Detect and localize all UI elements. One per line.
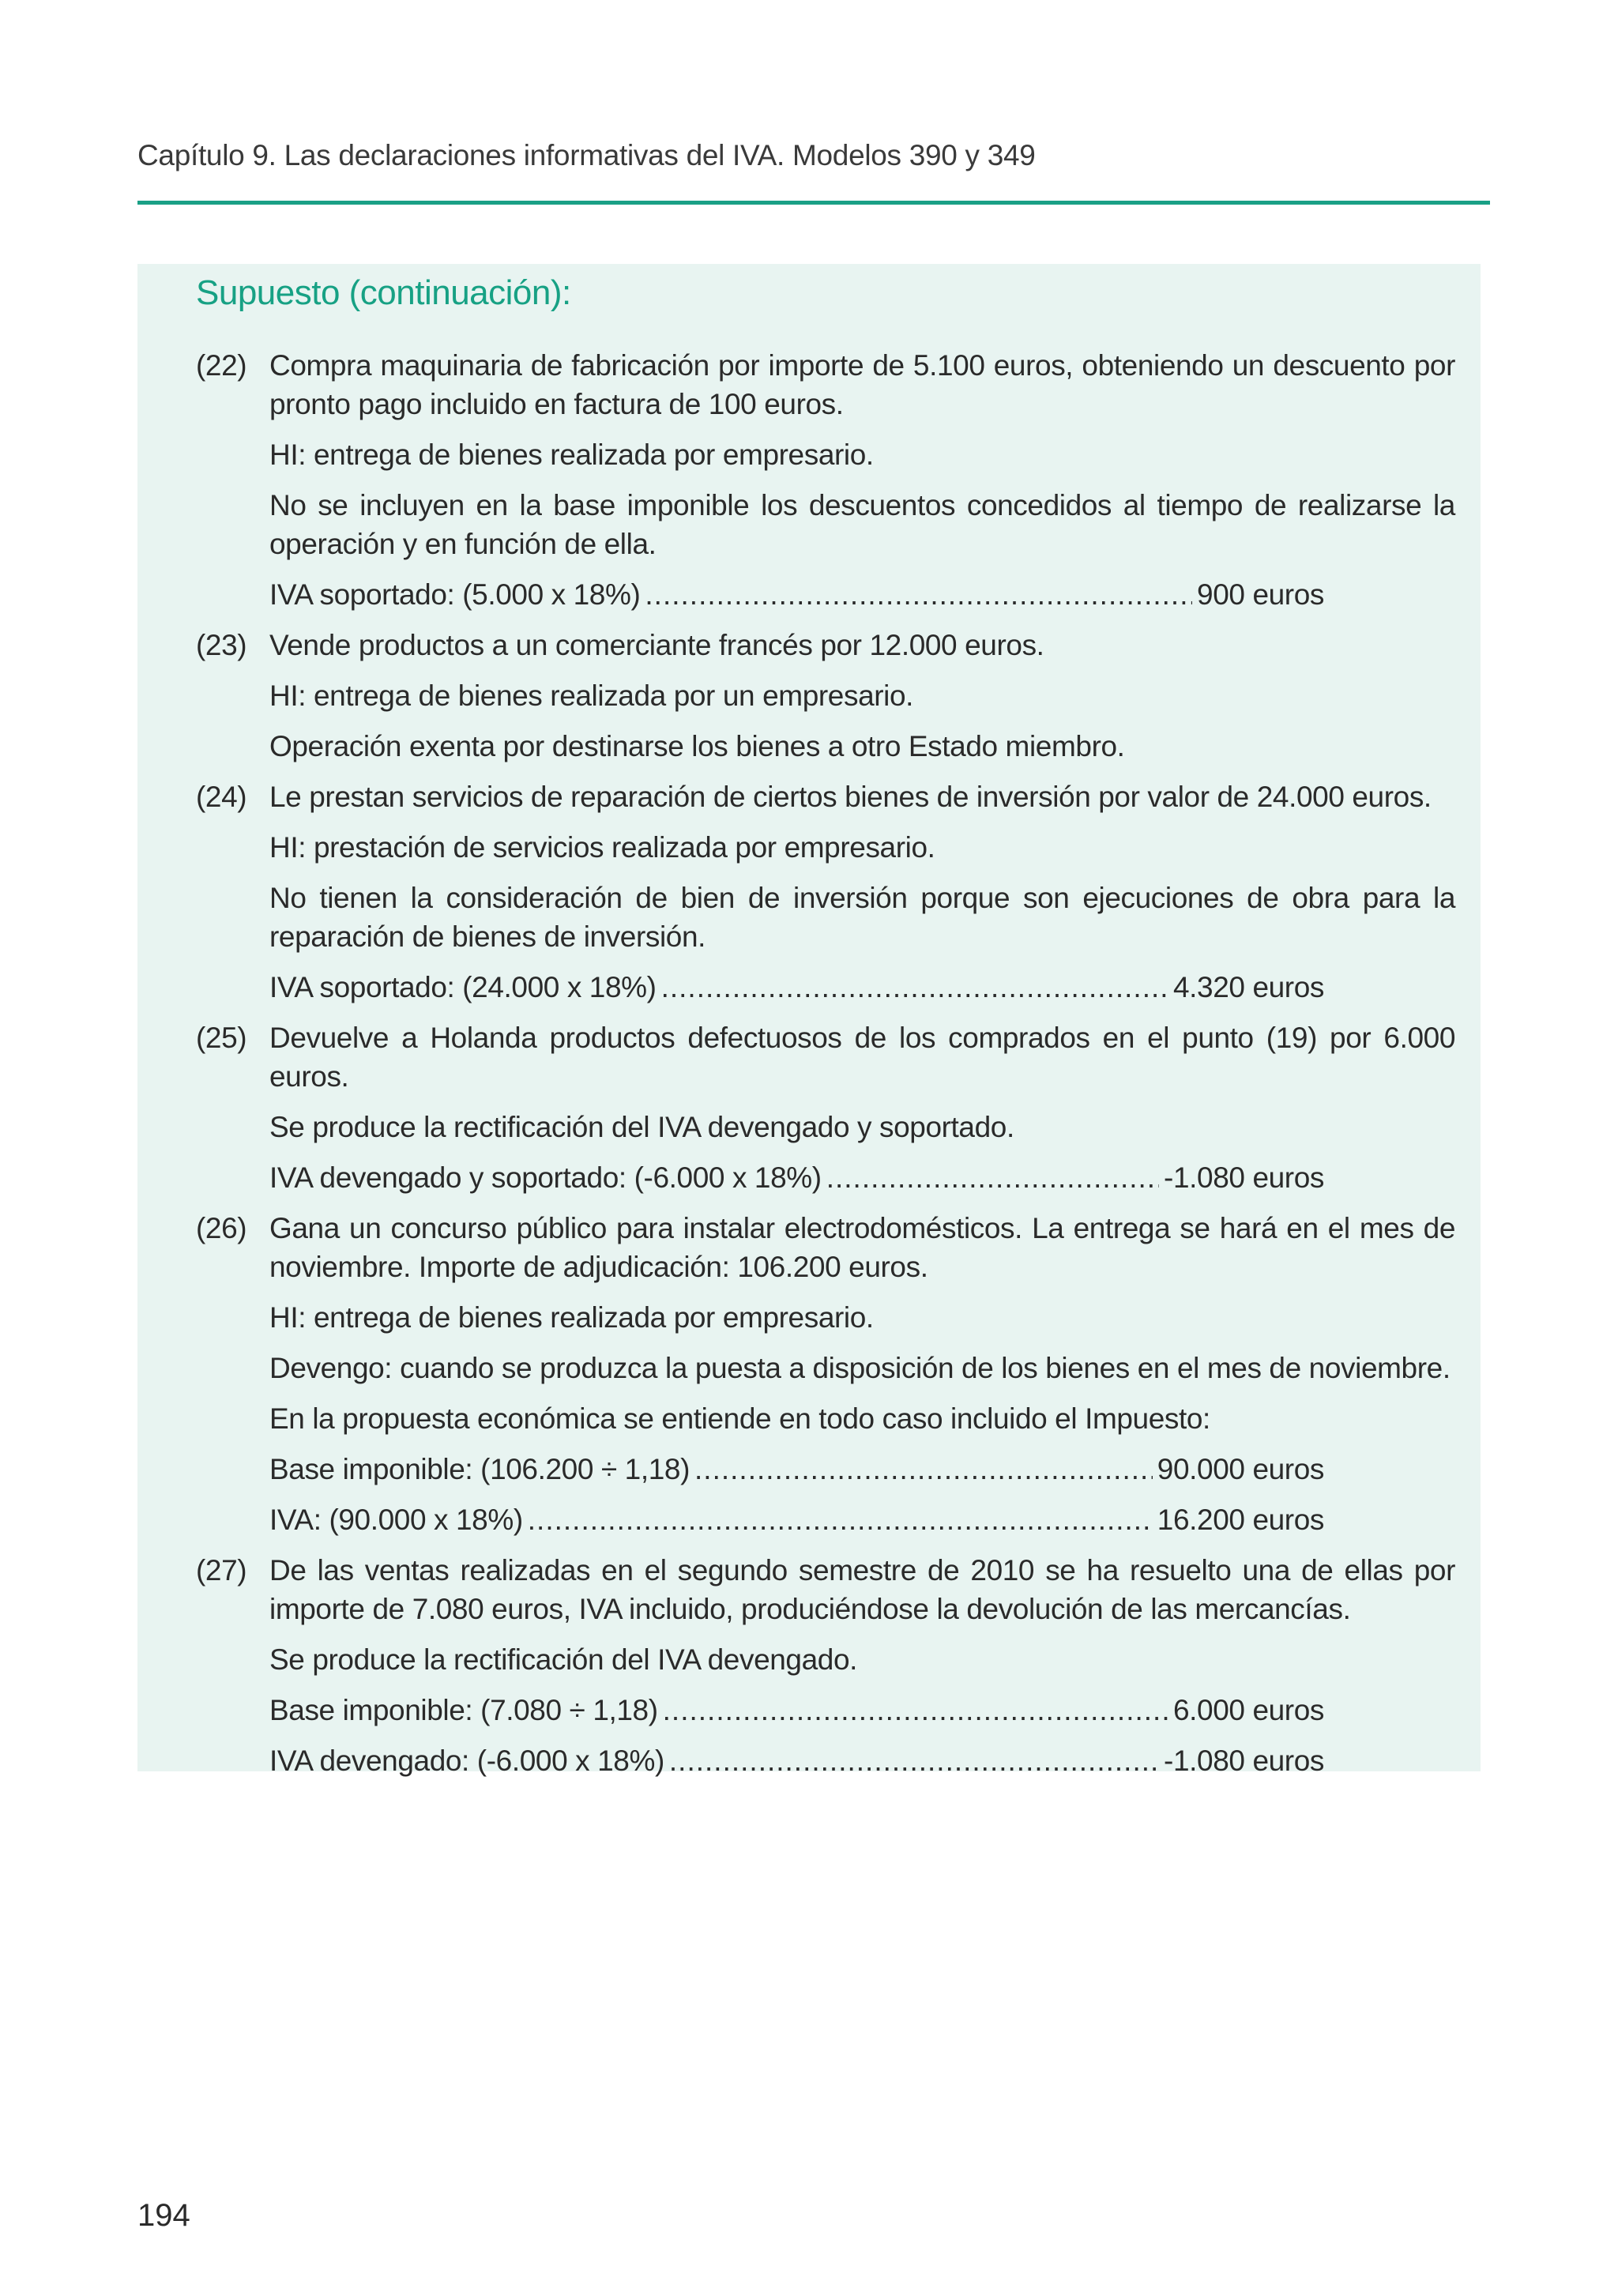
item-note: HI: entrega de bienes realizada por empresario. [269,1301,874,1334]
amount-label: Base imponible: (106.200 ÷ 1,18) [269,1453,690,1485]
amount-line [269,575,1324,614]
dot-leader [645,575,1192,614]
item-note: HI: entrega de bienes realizada por un empresario. [269,679,914,712]
amount-label: IVA soportado: (5.000 x 18%) [269,578,641,611]
item-statement: De las ventas realizadas en el segundo semestre de 2010 se ha resuelto una de ellas por importe de 7.080 euros, IVA incluido, produciéndose la devolución de las mercancías. [269,1554,1455,1625]
example-content [196,346,1455,1780]
case-item-23 [196,626,1455,766]
amount-value: 900 euros [1197,578,1324,611]
item-number: (22) [196,349,247,382]
header-divider [137,201,1490,205]
case-item-25 [196,1018,1455,1197]
item-statement: Le prestan servicios de reparación de ciertos bienes de inversión por valor de 24.000 euros. [269,781,1432,813]
item-note: Se produce la rectificación del IVA devengado y soportado. [269,1111,1014,1143]
amount-line [269,1691,1324,1730]
item-statement: Gana un concurso público para instalar electrodomésticos. La entrega se hará en el mes de noviembre. Importe de adjudicación: 106.200 euros. [269,1212,1455,1283]
item-number: (23) [196,629,247,661]
amount-line [269,1450,1324,1489]
amount-value: 90.000 euros [1157,1453,1324,1485]
amount-label: IVA: (90.000 x 18%) [269,1504,523,1536]
item-number: (24) [196,781,247,813]
dot-leader [669,1741,1159,1780]
dot-leader [528,1500,1153,1539]
case-item-27 [196,1551,1455,1780]
item-statement: Devuelve a Holanda productos defectuosos de los comprados en el punto (19) por 6.000 euros. [269,1022,1455,1093]
amount-line [269,968,1324,1007]
amount-value: -1.080 euros [1164,1161,1324,1194]
amount-value: 16.200 euros [1157,1504,1324,1536]
amount-label: IVA devengado y soportado: (-6.000 x 18%) [269,1161,822,1194]
dot-leader [694,1450,1153,1489]
dot-leader [663,1691,1168,1730]
case-item-24 [196,777,1455,1007]
item-number: (27) [196,1554,247,1586]
dot-leader [826,1158,1159,1197]
amount-label: Base imponible: (7.080 ÷ 1,18) [269,1694,658,1726]
example-box-title: Supuesto (continuación): [196,273,571,312]
running-header: Capítulo 9. Las declaraciones informativas del IVA. Modelos 390 y 349 [137,139,1036,171]
item-statement: Vende productos a un comerciante francés por 12.000 euros. [269,629,1044,661]
item-note: En la propuesta económica se entiende en todo caso incluido el Impuesto: [269,1402,1210,1435]
amount-label: IVA soportado: (24.000 x 18%) [269,971,657,1003]
page-number: 194 [137,2198,190,2233]
item-note: No se incluyen en la base imponible los descuentos concedidos al tiempo de realizarse la operación y en función de ella. [269,489,1455,560]
item-note: HI: prestación de servicios realizada por empresario. [269,831,935,864]
item-note: Se produce la rectificación del IVA devengado. [269,1643,858,1676]
amount-line [269,1500,1324,1539]
item-number: (25) [196,1022,247,1054]
item-note: Operación exenta por destinarse los bienes a otro Estado miembro. [269,730,1125,762]
case-item-26 [196,1209,1455,1539]
item-note: Devengo: cuando se produzca la puesta a disposición de los bienes en el mes de noviembre. [269,1352,1451,1384]
amount-value: -1.080 euros [1164,1745,1324,1777]
item-note: HI: entrega de bienes realizada por empresario. [269,438,874,471]
item-note: No tienen la consideración de bien de inversión porque son ejecuciones de obra para la reparación de bienes de inversión. [269,882,1455,953]
item-statement: Compra maquinaria de fabricación por importe de 5.100 euros, obteniendo un descuento por pronto pago incluido en factura de 100 euros. [269,349,1455,420]
amount-value: 4.320 euros [1172,971,1324,1003]
amount-line [269,1158,1324,1197]
case-item-22 [196,346,1455,614]
dot-leader [661,968,1168,1007]
amount-label: IVA devengado: (-6.000 x 18%) [269,1745,664,1777]
amount-line [269,1741,1324,1780]
amount-value: 6.000 euros [1172,1694,1324,1726]
item-number: (26) [196,1212,247,1244]
